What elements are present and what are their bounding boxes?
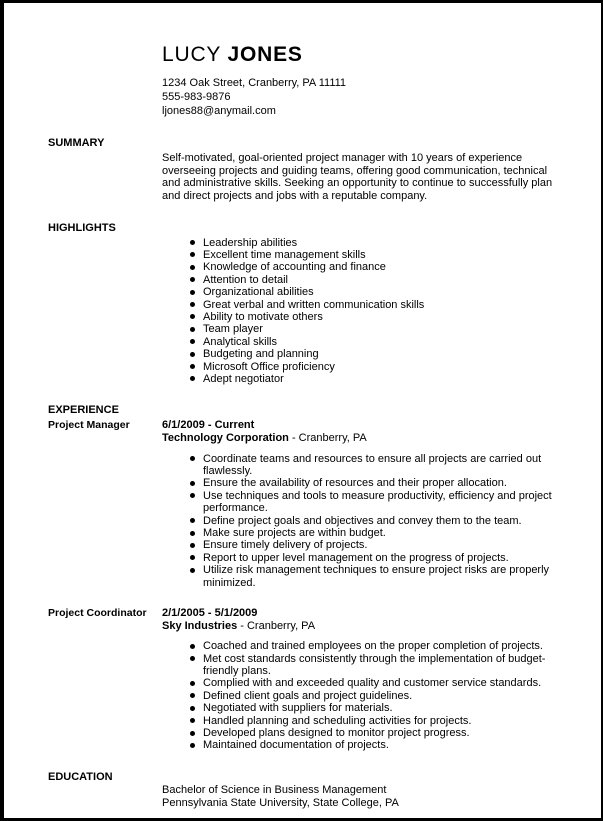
list-item: Coached and trained employees on the proper completion of projects. (162, 640, 568, 652)
list-item: Coordinate teams and resources to ensure all projects are carried out flawlessly. (162, 453, 568, 478)
list-item: Utilize risk management techniques to ensure project risks are properly minimized. (162, 564, 568, 589)
candidate-first-name: LUCY (162, 43, 221, 66)
experience-section (48, 404, 568, 752)
company-name: Technology Corporation (162, 431, 289, 444)
list-item: Defined client goals and project guidelines. (162, 690, 568, 702)
list-item: Analytical skills (162, 336, 568, 348)
job-dates: 2/1/2005 - 5/1/2009 (162, 607, 258, 620)
list-item: Developed plans designed to monitor project progress. (162, 727, 568, 739)
summary-text: Self-motivated, goal-oriented project manager with 10 years of experience overseeing projects and guiding teams, offering good communication, technical and administrative skills. Seeking an opportunity to continue to successfully plan and direct projects and jobs with a reputable company. (162, 152, 553, 202)
company-location: - Cranberry, PA (288, 431, 367, 444)
education-school: Pennsylvania State University, State College, PA (162, 797, 399, 810)
job-details (162, 419, 568, 589)
job-company-line (162, 620, 568, 633)
contact-phone: 555-983-9876 (162, 91, 231, 104)
job-details (162, 607, 568, 752)
education-degree: Bachelor of Science in Business Management (162, 783, 387, 796)
job-dates: 6/1/2009 - Current (162, 419, 255, 432)
highlights-list (162, 237, 568, 386)
job-duties-list (162, 453, 568, 589)
list-item: Knowledge of accounting and finance (162, 261, 568, 273)
summary-heading: SUMMARY (48, 137, 105, 150)
highlights-body (162, 222, 568, 386)
list-item: Adept negotiator (162, 373, 568, 385)
job-duties-list (162, 640, 568, 752)
list-item: Attention to detail (162, 274, 568, 286)
list-item: Ensure the availability of resources and their proper allocation. (162, 477, 568, 489)
list-item: Microsoft Office proficiency (162, 361, 568, 373)
list-item: Negotiated with suppliers for materials. (162, 702, 568, 714)
highlights-section (48, 222, 568, 386)
list-item: Make sure projects are within budget. (162, 527, 568, 539)
experience-heading: EXPERIENCE (48, 404, 119, 417)
candidate-last-name: JONES (227, 43, 303, 66)
contact-email: ljones88@anymail.com (162, 105, 276, 118)
job-entry (48, 607, 568, 752)
company-name: Sky Industries (162, 619, 238, 632)
job-title: Project Manager (48, 419, 130, 432)
list-item: Report to upper level management on the progress of projects. (162, 552, 568, 564)
list-item: Budgeting and planning (162, 348, 568, 360)
jobs-container (48, 419, 568, 752)
education-section (48, 771, 568, 811)
resume-header (162, 43, 568, 118)
list-item: Ability to motivate others (162, 311, 568, 323)
list-item: Use techniques and tools to measure productivity, efficiency and project performance. (162, 490, 568, 515)
list-item: Define project goals and objectives and convey them to the team. (162, 515, 568, 527)
contact-block (162, 76, 568, 118)
list-item: Leadership abilities (162, 237, 568, 249)
highlights-heading: HIGHLIGHTS (48, 221, 116, 234)
list-item: Ensure timely delivery of projects. (162, 539, 568, 551)
list-item: Maintained documentation of projects. (162, 739, 568, 751)
candidate-name (162, 43, 568, 67)
list-item: Great verbal and written communication skills (162, 299, 568, 311)
company-location: - Cranberry, PA (237, 619, 316, 632)
list-item: Organizational abilities (162, 286, 568, 298)
job-entry (48, 419, 568, 589)
list-item: Handled planning and scheduling activities for projects. (162, 715, 568, 727)
job-title: Project Coordinator (48, 607, 147, 620)
contact-address: 1234 Oak Street, Cranberry, PA 11111 (162, 77, 347, 90)
job-company-line (162, 432, 568, 445)
education-body (162, 771, 568, 811)
summary-body (162, 137, 568, 202)
list-item: Complied with and exceeded quality and customer service standards. (162, 677, 568, 689)
list-item: Met cost standards consistently through the implementation of budget-friendly plans. (162, 653, 568, 678)
list-item: Team player (162, 323, 568, 335)
education-heading: EDUCATION (48, 770, 113, 783)
summary-section (48, 137, 568, 202)
list-item: Excellent time management skills (162, 249, 568, 261)
